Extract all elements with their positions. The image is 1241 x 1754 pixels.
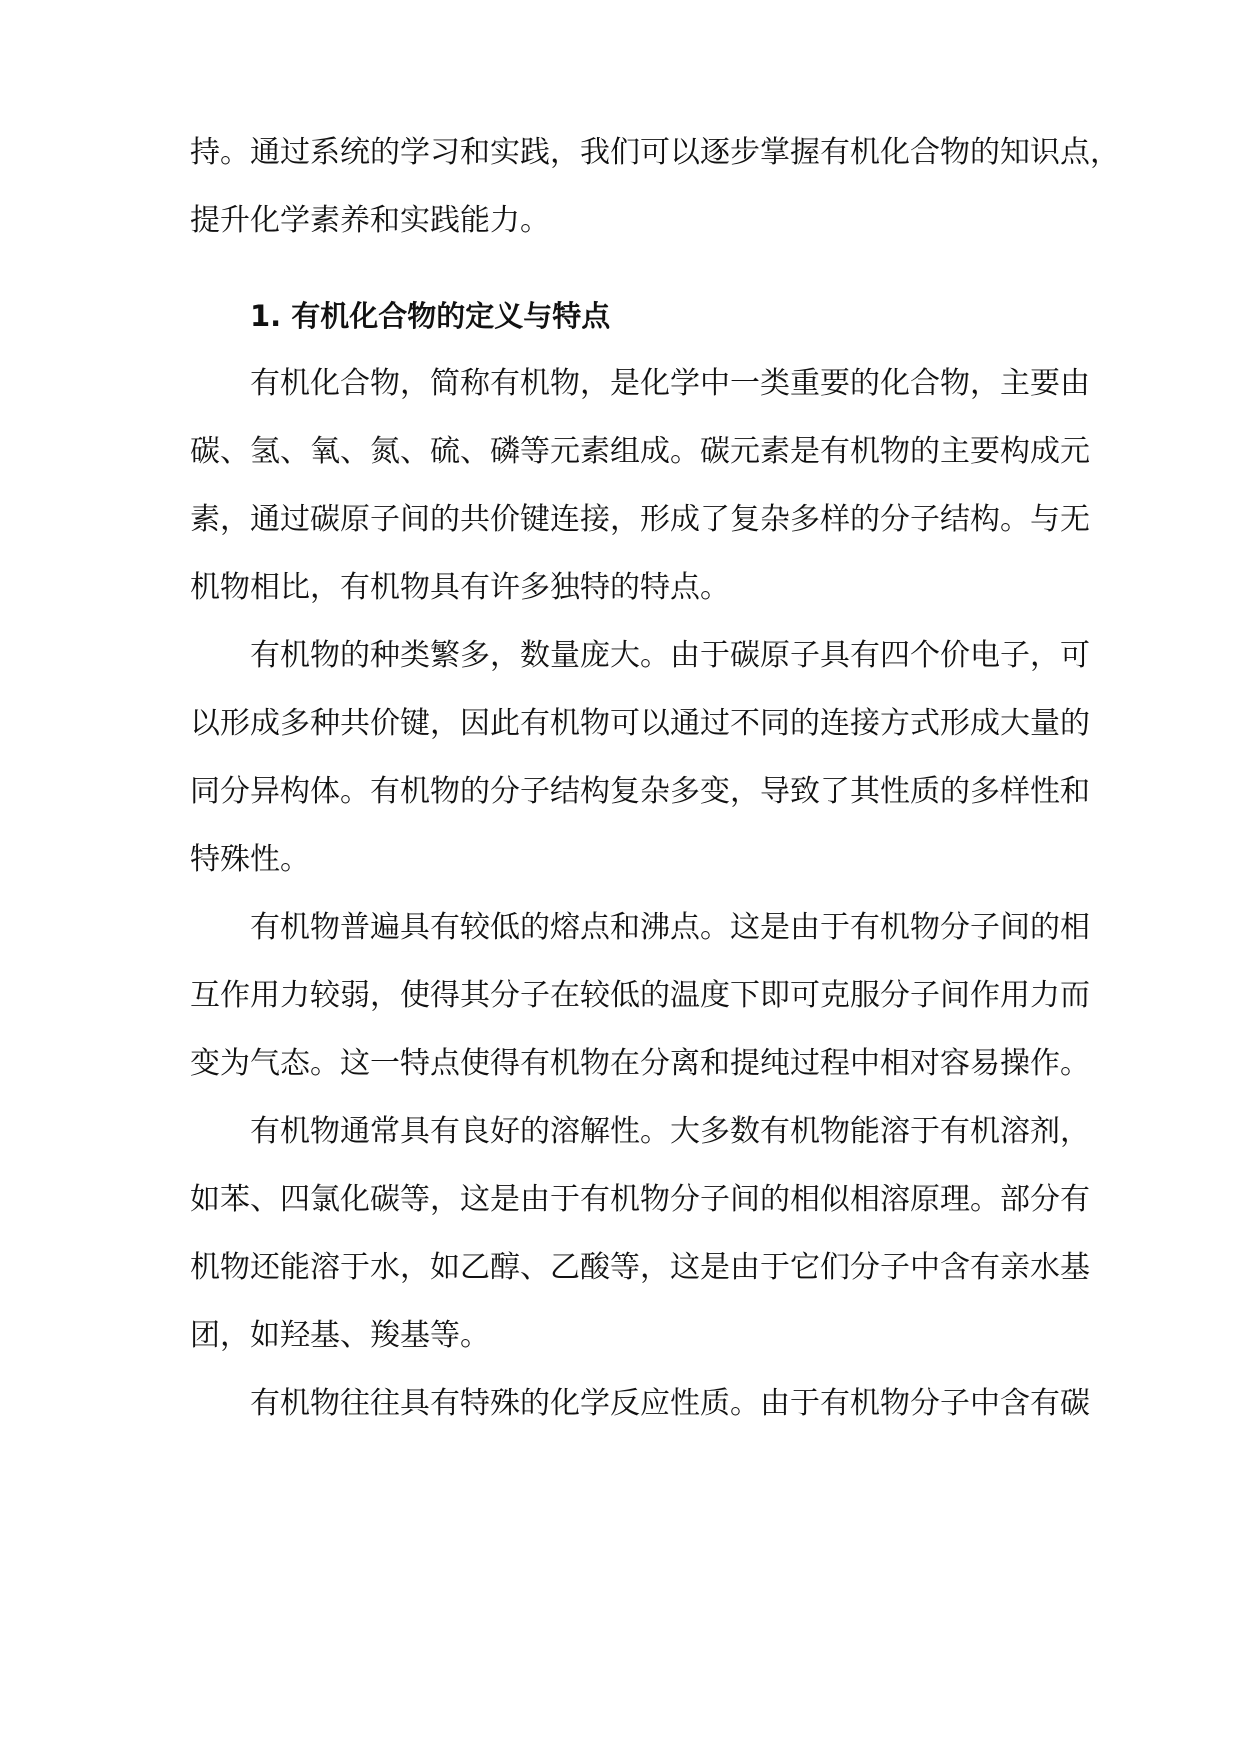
section-heading: 1. 有机化合物的定义与特点 bbox=[250, 299, 611, 333]
intro-line-2: 提升化学素养和实践能力。 bbox=[190, 203, 550, 238]
paragraph-2-line-2: 以 形 成 多 种 共 价 键 ， 因 此 有 机 物 可 以 通 过 不 同 的 连 接 方 式 形 成 大 量 的 bbox=[190, 706, 1090, 741]
paragraph-3-line-2: 互 作 用 力 较 弱 ， 使 得 其 分 子 在 较 低 的 温 度 下 即 可 克 服 分 子 间 作 用 力 而 bbox=[190, 978, 1090, 1013]
paragraph-1-line-1: 有 机 化 合 物 ， 简 称 有 机 物 ， 是 化 学 中 一 类 重 要 的 化 合 物 ， 主 要 由 bbox=[250, 366, 1090, 401]
paragraph-2-line-4: 特殊性。 bbox=[190, 842, 310, 877]
paragraph-4-line-3: 机 物 还 能 溶 于 水 ， 如 乙 醇 、 乙 酸 等 ， 这 是 由 于 它 们 分 子 中 含 有 亲 水 基 bbox=[190, 1250, 1090, 1285]
intro-line-1: 持 。 通 过 系 统 的 学 习 和 实 践 ， 我 们 可 以 逐 步 掌 握 有 机 化 合 物 的 知 识 点 ， bbox=[190, 135, 1120, 170]
paragraph-4-line-2: 如 苯 、 四 氯 化 碳 等 ， 这 是 由 于 有 机 物 分 子 间 的 相 似 相 溶 原 理 。 部 分 有 bbox=[190, 1182, 1090, 1217]
paragraph-1-line-3: 素 ， 通 过 碳 原 子 间 的 共 价 键 连 接 ， 形 成 了 复 杂 多 样 的 分 子 结 构 。 与 无 bbox=[190, 502, 1090, 537]
paragraph-3-line-3: 变 为 气 态 。 这 一 特 点 使 得 有 机 物 在 分 离 和 提 纯 过 程 中 相 对 容 易 操 作 。 bbox=[190, 1046, 1090, 1081]
paragraph-1-line-4: 机物相比，有机物具有许多独特的特点。 bbox=[190, 570, 730, 605]
paragraph-4-line-1: 有 机 物 通 常 具 有 良 好 的 溶 解 性 。 大 多 数 有 机 物 能 溶 于 有 机 溶 剂 ， bbox=[250, 1114, 1090, 1149]
paragraph-3-line-1: 有 机 物 普 遍 具 有 较 低 的 熔 点 和 沸 点 。 这 是 由 于 有 机 物 分 子 间 的 相 bbox=[250, 910, 1090, 945]
paragraph-5-line-1: 有 机 物 往 往 具 有 特 殊 的 化 学 反 应 性 质 。 由 于 有 机 物 分 子 中 含 有 碳 bbox=[250, 1386, 1090, 1421]
paragraph-2-line-3: 同 分 异 构 体 。 有 机 物 的 分 子 结 构 复 杂 多 变 ， 导 致 了 其 性 质 的 多 样 性 和 bbox=[190, 774, 1090, 809]
paragraph-2-line-1: 有 机 物 的 种 类 繁 多 ， 数 量 庞 大 。 由 于 碳 原 子 具 有 四 个 价 电 子 ， 可 bbox=[250, 638, 1090, 673]
paragraph-4-line-4: 团，如羟基、羧基等。 bbox=[190, 1318, 490, 1353]
paragraph-1-line-2: 碳 、 氢 、 氧 、 氮 、 硫 、 磷 等 元 素 组 成 。 碳 元 素 是 有 机 物 的 主 要 构 成 元 bbox=[190, 434, 1090, 469]
